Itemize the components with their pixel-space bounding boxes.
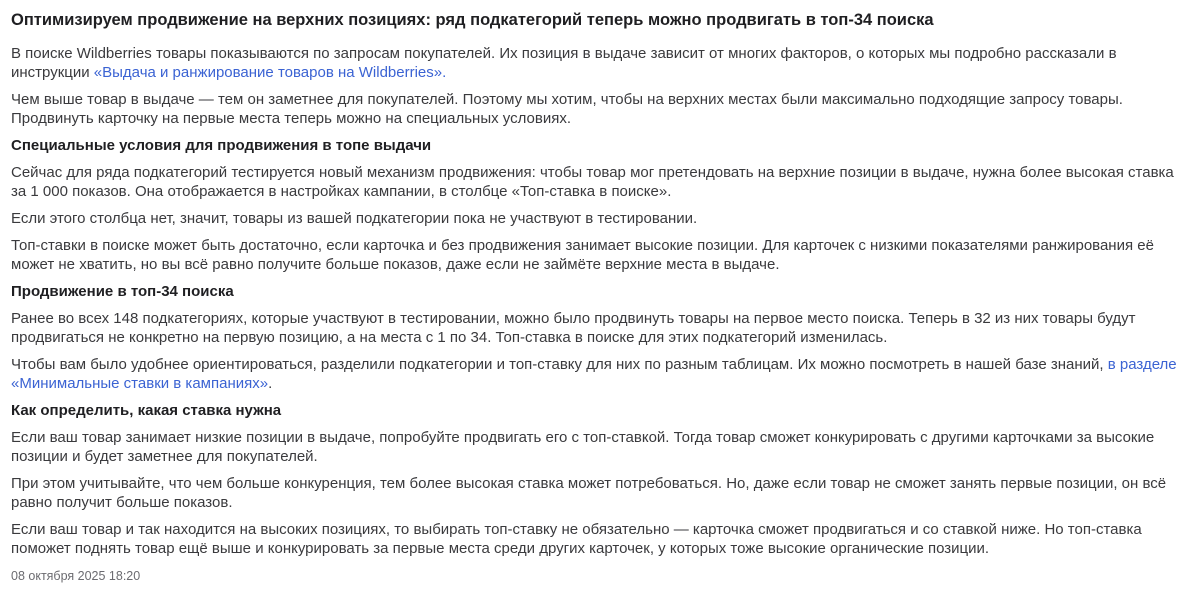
paragraph-intro-text: В поиске Wildberries товары показываются по запросам покупателей. Их позиция в выдаче зависит от многих факторов, о которых мы подробно рассказали в инструкции xyxy=(11,45,1117,81)
paragraph-competition: При этом учитывайте, что чем больше конкуренция, тем более высокая ставка может потребоваться. Но, даже если товар не сможет занять первые позиции, он всё равно получит больше показов. xyxy=(11,475,1167,511)
heading-top34: Продвижение в топ-34 поиска xyxy=(11,283,234,300)
paragraph-intro xyxy=(11,44,1186,82)
paragraph-visibility: Чем выше товар в выдаче — тем он заметнее для покупателей. Поэтому мы хотим, чтобы на верхних местах были максимально подходящие запросу товары. Продвинуть карточку на первые места теперь можно на специальных условиях. xyxy=(11,91,1123,127)
heading-special-conditions: Специальные условия для продвижения в топе выдачи xyxy=(11,137,432,154)
paragraph-tables-text: Чтобы вам было удобнее ориентироваться, разделили подкатегории и топ-ставку для них по разным таблицам. Их можно посмотреть в нашей базе знаний, xyxy=(11,356,1108,373)
heading-how-to-choose: Как определить, какая ставка нужна xyxy=(11,402,282,419)
paragraph-low-positions: Если ваш товар занимает низкие позиции в выдаче, попробуйте продвигать его с топ-ставкой. Тогда товар сможет конкурировать с другими карточками за высокие позиции и будет заметнее для покупателей. xyxy=(11,429,1155,465)
publish-date: 08 октября 2025 18:20 xyxy=(11,569,141,583)
paragraph-tables-after: . xyxy=(268,375,273,392)
article-title: Оптимизируем продвижение на верхних позициях: ряд подкатегорий теперь можно продвигать в топ-34 поиска xyxy=(11,11,934,29)
paragraph-subcategories: Ранее во всех 148 подкатегориях, которые участвуют в тестировании, можно было продвинуть товары на первое место поиска. Теперь в 32 из них товары будут продвигаться не конкретно на первую позицию, а на места с 1 по 34. Топ-ставка в поиске для этих подкатегорий изменилась. xyxy=(11,310,1136,346)
min-bids-link[interactable]: в разделе «Минимальные ставки в кампаниях» xyxy=(11,356,1177,392)
paragraph-high-positions: Если ваш товар и так находится на высоких позициях, то выбирать топ-ставку не обязательно — карточка сможет продвигаться и со ставкой ниже. Но топ-ставка поможет поднять товар ещё выше и конкурировать за первые места среди других карточек, у которых тоже высокие органические позиции. xyxy=(11,521,1142,557)
paragraph-no-column: Если этого столбца нет, значит, товары из вашей подкатегории пока не участвуют в тестировании. xyxy=(11,210,698,227)
ranking-guide-link[interactable]: «Выдача и ранжирование товаров на Wildberries». xyxy=(93,64,447,81)
news-article xyxy=(11,9,1186,584)
paragraph-mechanism: Сейчас для ряда подкатегорий тестируется новый механизм продвижения: чтобы товар мог претендовать на верхние позиции в выдаче, нужна более высокая ставка за 1 000 показов. Она отображается в настройках кампании, в столбце «Топ-ставка в поиске». xyxy=(11,164,1174,200)
paragraph-tables xyxy=(11,355,1186,393)
paragraph-top-bid: Топ-ставки в поиске может быть достаточно, если карточка и без продвижения занимает высокие позиции. Для карточек с низкими показателями ранжирования её может не хватить, но вы всё равно получите больше показов, даже если не займёте верхние места в выдаче. xyxy=(11,237,1154,273)
